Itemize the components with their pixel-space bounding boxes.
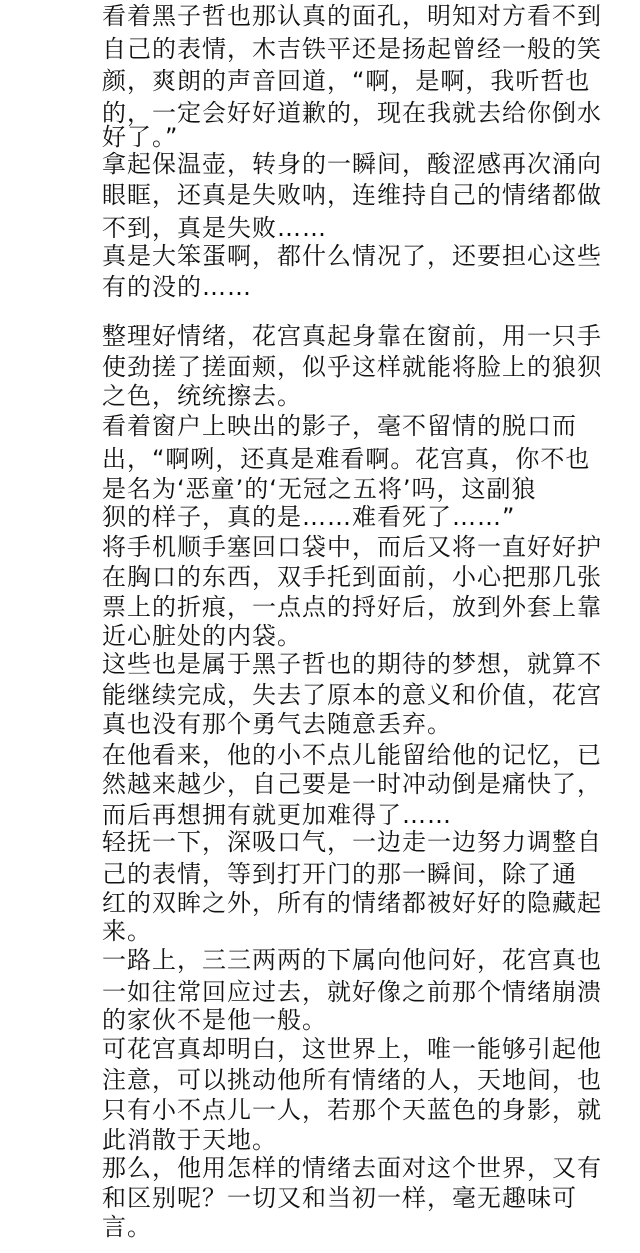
text-line: 和区别呢？一切又和当初一样，毫无趣味可 — [102, 1184, 577, 1212]
text-line: 好了。” — [102, 123, 179, 151]
text-line: 票上的折痕，一点点的捋好后，放到外套上靠 — [102, 593, 602, 621]
text-line: 一如往常回应过去，就好像之前那个情绪崩溃 — [102, 978, 602, 1006]
text-line: 将手机顺手塞回口袋中，而后又将一直好好护 — [102, 533, 602, 561]
text-line: 有的没的…… — [102, 273, 252, 301]
text-line: 整理好情绪，花宫真起身靠在窗前，用一只手 — [102, 322, 602, 350]
text-line: 自己的表情，木吉铁平还是扬起曾经一般的笑 — [102, 35, 602, 63]
text-line: 看着黑子哲也那认真的面孔，明知对方看不到 — [102, 2, 602, 30]
text-line: 真是大笨蛋啊，都什么情况了，还要担心这些 — [102, 242, 602, 270]
text-line: 真也没有那个勇气去随意丢弃。 — [102, 710, 452, 738]
text-line: 那么，他用怎样的情绪去面对这个世界，又有 — [102, 1154, 602, 1182]
text-line: 轻抚一下，深吸口气，一边走一边努力调整自 — [102, 828, 602, 856]
text-line: 不到，真是失败…… — [102, 214, 327, 242]
text-line: 能继续完成，失去了原本的意义和价值，花宫 — [102, 681, 602, 709]
text-line: 注意，可以挑动他所有情绪的人，天地间，也 — [102, 1066, 602, 1094]
text-line: 在胸口的东西，双手托到面前，小心把那几张 — [102, 563, 602, 591]
text-line: 的，一定会好好道歉的，现在我就去给你倒水 — [102, 99, 602, 127]
text-line: 只有小不点儿一人，若那个天蓝色的身影，就 — [102, 1096, 602, 1124]
text-line: 颜，爽朗的声音回道，“啊，是啊，我听哲也 — [102, 67, 591, 95]
text-line: 言。 — [102, 1213, 152, 1241]
text-line: 近心脏处的内袋。 — [102, 622, 302, 650]
text-line: 看着窗户上映出的影子，毫不留情的脱口而 — [102, 412, 577, 440]
text-line: 可花宫真却明白，这世界上，唯一能够引起他 — [102, 1035, 602, 1063]
text-line: 来。 — [102, 917, 152, 945]
text-line: 己的表情，等到打开门的那一瞬间，除了通 — [102, 860, 577, 888]
text-line: 而后再想拥有就更加难得了…… — [102, 801, 452, 829]
text-line: 是名为‘恶童’的‘无冠之五将’吗，这副狼 — [102, 475, 537, 503]
text-line: 使劲搓了搓面颊，似乎这样就能将脸上的狼狈 — [102, 353, 602, 381]
text-line: 之色，统统擦去。 — [102, 382, 302, 410]
text-line: 此消散于天地。 — [102, 1126, 277, 1154]
text-line: 出，“啊咧，还真是难看啊。花宫真，你不也 — [102, 445, 591, 473]
text-line: 这些也是属于黑子哲也的期待的梦想，就算不 — [102, 650, 602, 678]
text-line: 眼眶，还真是失败呐，连维持自己的情绪都做 — [102, 181, 602, 209]
text-line: 狈的样子，真的是……难看死了……” — [102, 503, 516, 531]
text-line: 拿起保温壶，转身的一瞬间，酸涩感再次涌向 — [102, 150, 602, 178]
text-line: 的家伙不是他一般。 — [102, 1006, 327, 1034]
text-line: 红的双眸之外，所有的情绪都被好好的隐藏起 — [102, 889, 602, 917]
text-line: 然越来越少，自己要是一时冲动倒是痛快了， — [102, 770, 602, 798]
text-line: 一路上，三三两两的下属向他问好，花宫真也 — [102, 946, 602, 974]
text-line: 在他看来，他的小不点儿能留给他的记忆，已 — [102, 741, 602, 769]
